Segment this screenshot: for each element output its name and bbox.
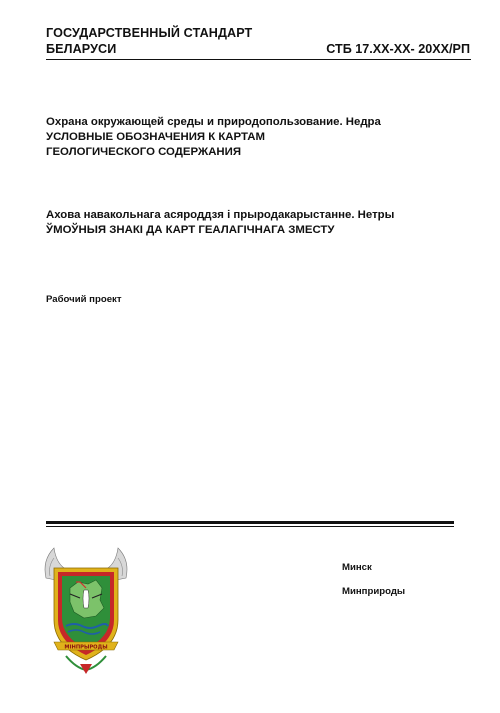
title-belarusian xyxy=(46,208,466,238)
emblem-ribbon-text: МІНПРЫРОДЫ xyxy=(64,644,108,651)
title-ru-line-1: Охрана окружающей среды и природопользование. Недра xyxy=(46,116,381,128)
standard-header xyxy=(46,25,252,57)
title-ru-line-3: ГЕОЛОГИЧЕСКОГО СОДЕРЖАНИЯ xyxy=(46,146,242,158)
title-russian xyxy=(46,115,466,160)
title-by-line-1: Ахова навакольнага асяроддзя і прыродакарыстанне. Нетры xyxy=(46,209,395,221)
title-ru-line-2: УСЛОВНЫЕ ОБОЗНАЧЕНИЯ К КАРТАМ xyxy=(46,131,265,143)
footer-rule-thin xyxy=(46,526,454,527)
publisher-name: Минприроды xyxy=(342,586,406,597)
title-by-line-2: ЎМОЎНЫЯ ЗНАКІ ДА КАРТ ГЕАЛАГІЧНАГА ЗМЕСТУ xyxy=(46,224,335,236)
header-rule xyxy=(46,59,471,60)
ministry-emblem-icon xyxy=(40,538,132,678)
publication-city: Минск xyxy=(342,562,372,573)
header-line-1: ГОСУДАРСТВЕННЫЙ СТАНДАРТ xyxy=(46,26,253,40)
footer-rule-thick xyxy=(46,521,454,524)
header-line-2: БЕЛАРУСИ xyxy=(46,42,117,56)
draft-label: Рабочий проект xyxy=(46,294,122,305)
standard-code: СТБ 17.ХХ-ХХ- 20ХХ/РП xyxy=(326,42,470,56)
